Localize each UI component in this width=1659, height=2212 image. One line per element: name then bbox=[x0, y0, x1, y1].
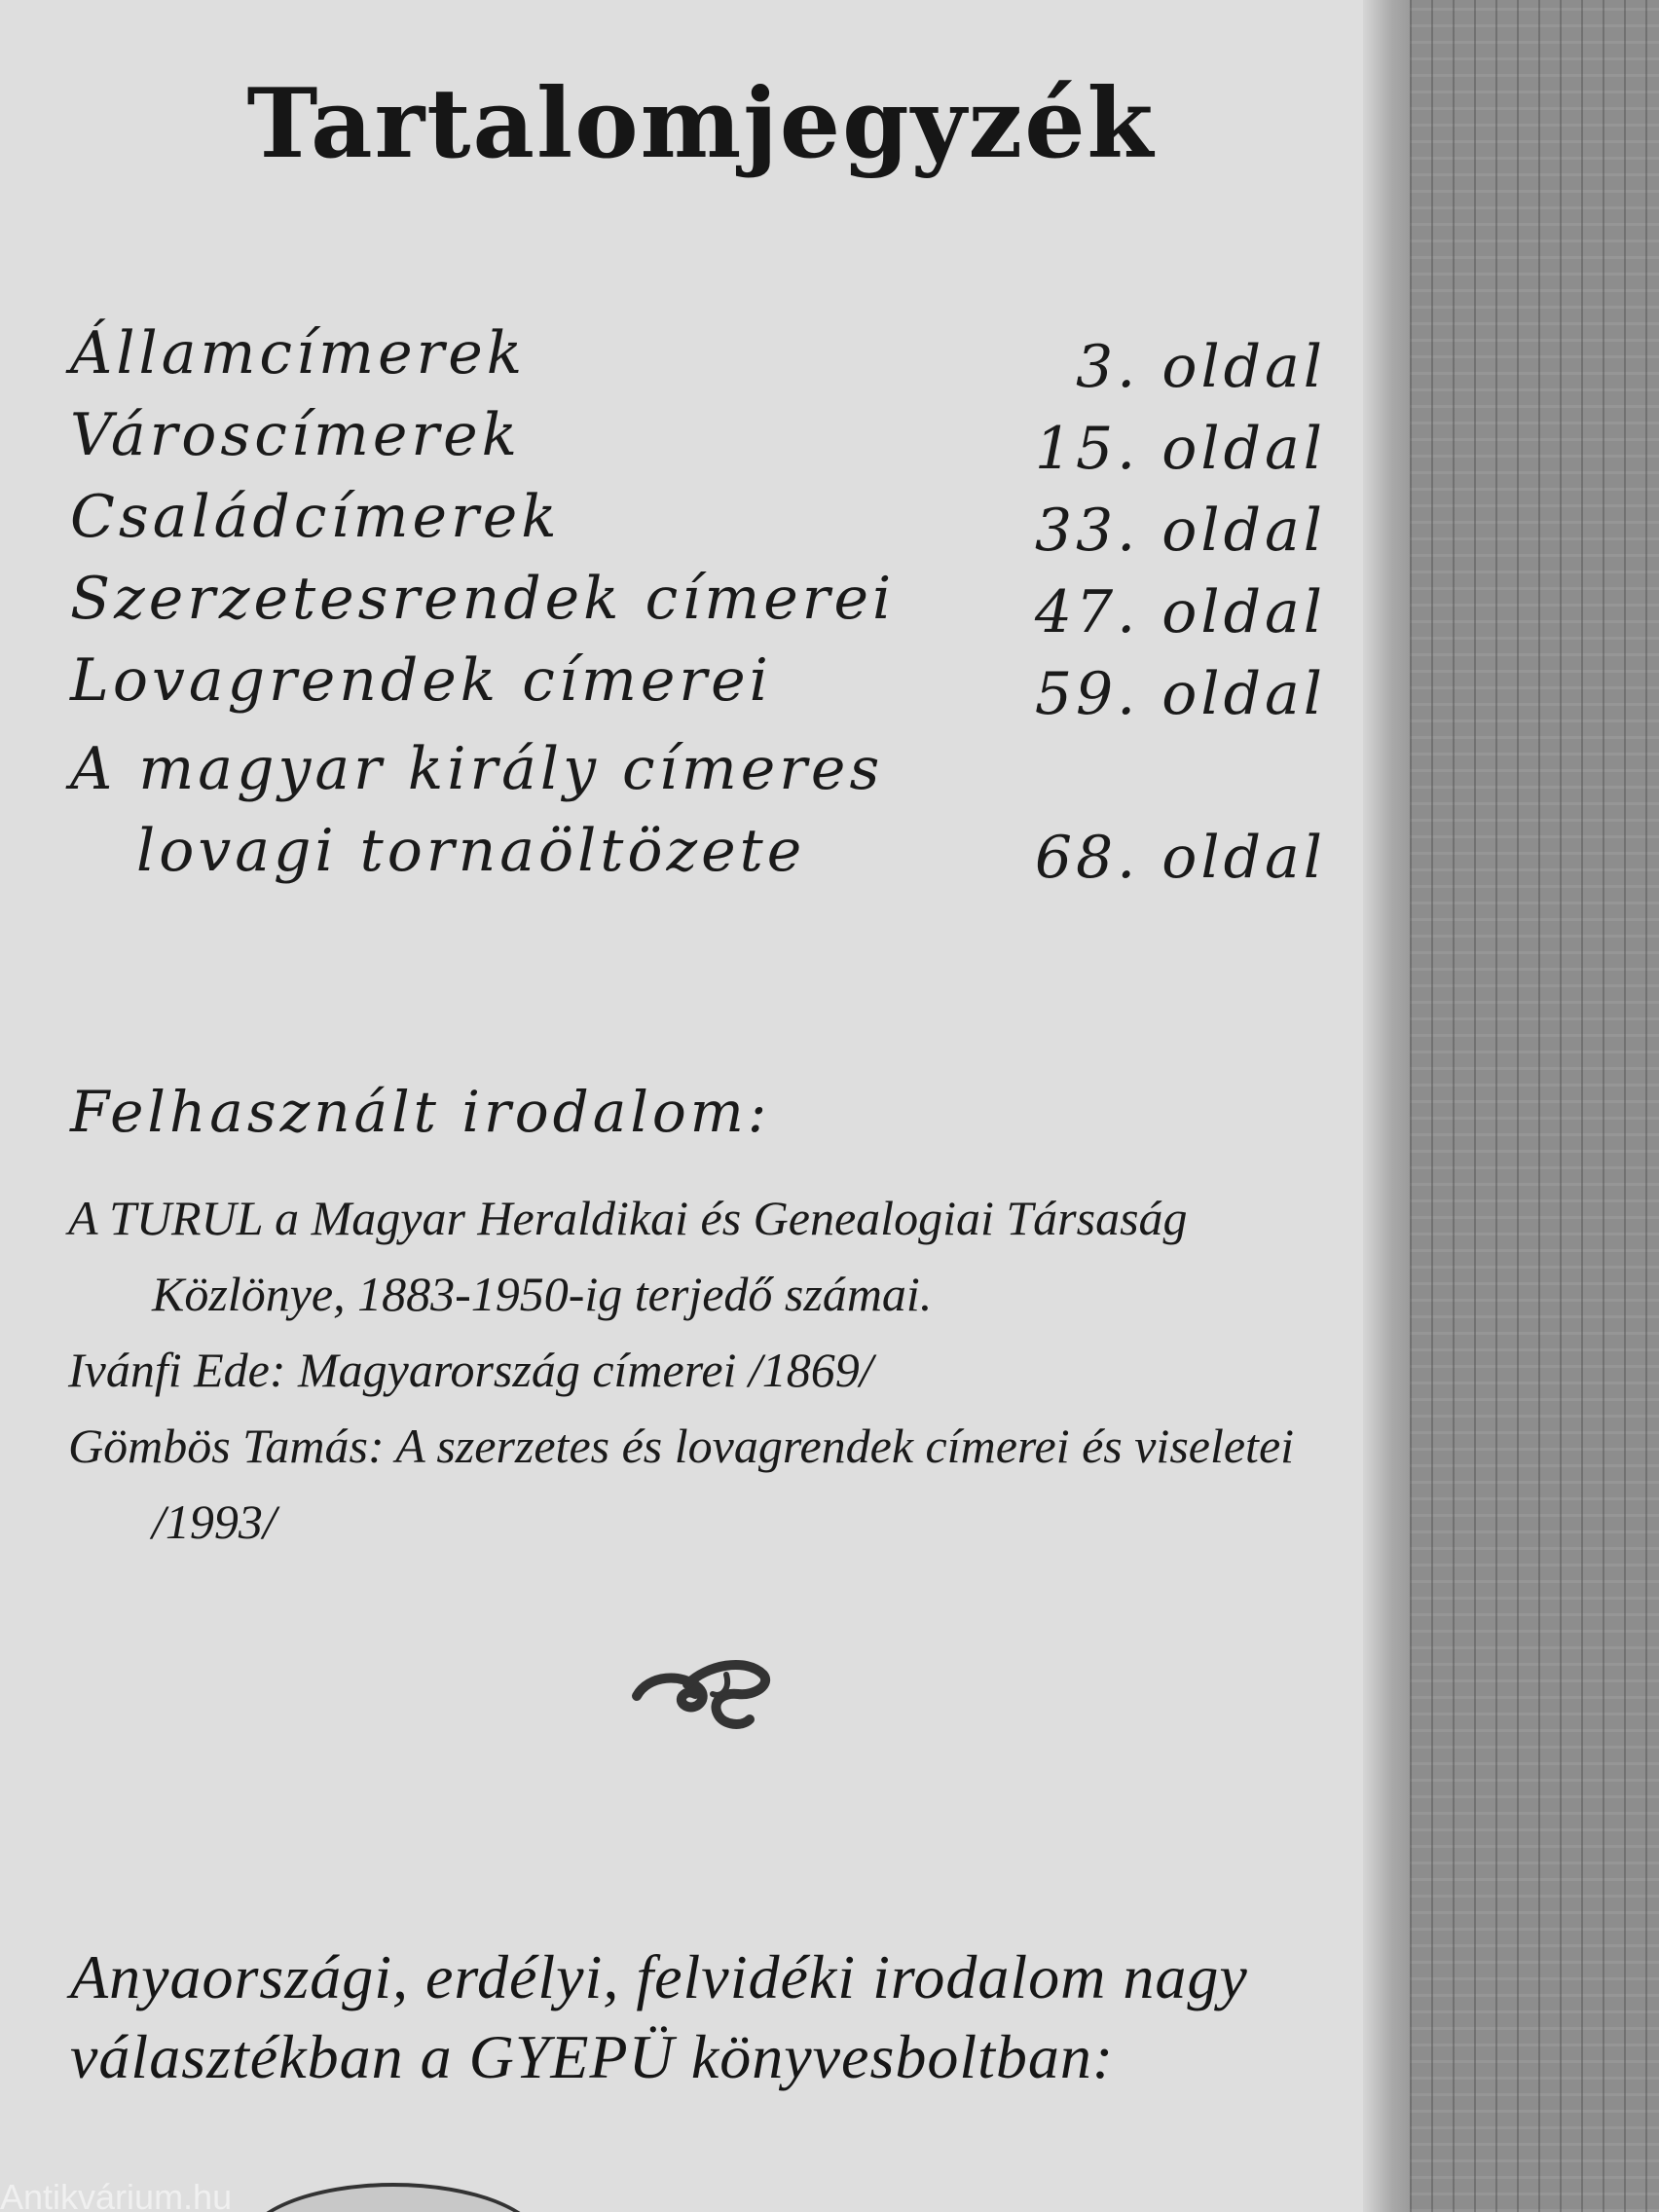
bookshop-promo bbox=[70, 1937, 1365, 2097]
stamp-mark bbox=[243, 2183, 543, 2212]
toc-entry-page: 33. oldal bbox=[1034, 497, 1326, 565]
literature-heading: Felhasznált irodalom: bbox=[70, 1079, 771, 1145]
toc-entry-label bbox=[70, 728, 883, 892]
toc-entry bbox=[70, 646, 1326, 728]
fleuron-ornament-icon bbox=[629, 1645, 773, 1733]
background-fabric bbox=[1410, 0, 1659, 2212]
toc-entry-label-line1: A magyar király címeres bbox=[70, 735, 884, 803]
toc-entry bbox=[70, 728, 1326, 892]
literature-list bbox=[68, 1180, 1363, 1560]
toc-entry-label: Családcímerek bbox=[70, 483, 561, 551]
watermark: Antikvárium.hu bbox=[0, 2177, 233, 2212]
page-title: Tartalomjegyzék bbox=[246, 68, 1156, 180]
toc-entry bbox=[70, 483, 1326, 565]
page-edge bbox=[1363, 0, 1412, 2212]
toc-entry-page: 47. oldal bbox=[1034, 578, 1326, 646]
toc-entry-label-line2: lovagi tornaöltözete bbox=[136, 817, 806, 885]
toc-entry-label: Városcímerek bbox=[70, 401, 521, 469]
toc-entry-label: Államcímerek bbox=[70, 319, 527, 387]
toc-entry-page: 59. oldal bbox=[1034, 660, 1326, 728]
toc-entry-label: Szerzetesrendek címerei bbox=[70, 565, 896, 633]
promo-line2: választékban a GYEPÜ könyvesboltban: bbox=[70, 2022, 1115, 2091]
toc-entry-page: 15. oldal bbox=[1034, 415, 1326, 483]
literature-item: A TURUL a Magyar Heraldikai és Genealogiai Társaság Közlönye, 1883-1950-ig terjedő számai. bbox=[68, 1191, 1188, 1321]
toc-entry bbox=[70, 319, 1326, 401]
toc-entry-page: 68. oldal bbox=[1034, 824, 1326, 892]
promo-line1: Anyaországi, erdélyi, felvidéki irodalom nagy bbox=[70, 1942, 1248, 2011]
literature-item: Gömbös Tamás: A szerzetes és lovagrendek címerei és viseletei /1993/ bbox=[68, 1419, 1295, 1549]
toc-entry bbox=[70, 401, 1326, 483]
toc-entry-page: 3. oldal bbox=[1076, 333, 1326, 401]
toc-entry-label: Lovagrendek címerei bbox=[70, 646, 772, 715]
toc-entry bbox=[70, 565, 1326, 646]
literature-item: Ivánfi Ede: Magyarország címerei /1869/ bbox=[68, 1343, 873, 1397]
table-of-contents bbox=[70, 319, 1326, 892]
